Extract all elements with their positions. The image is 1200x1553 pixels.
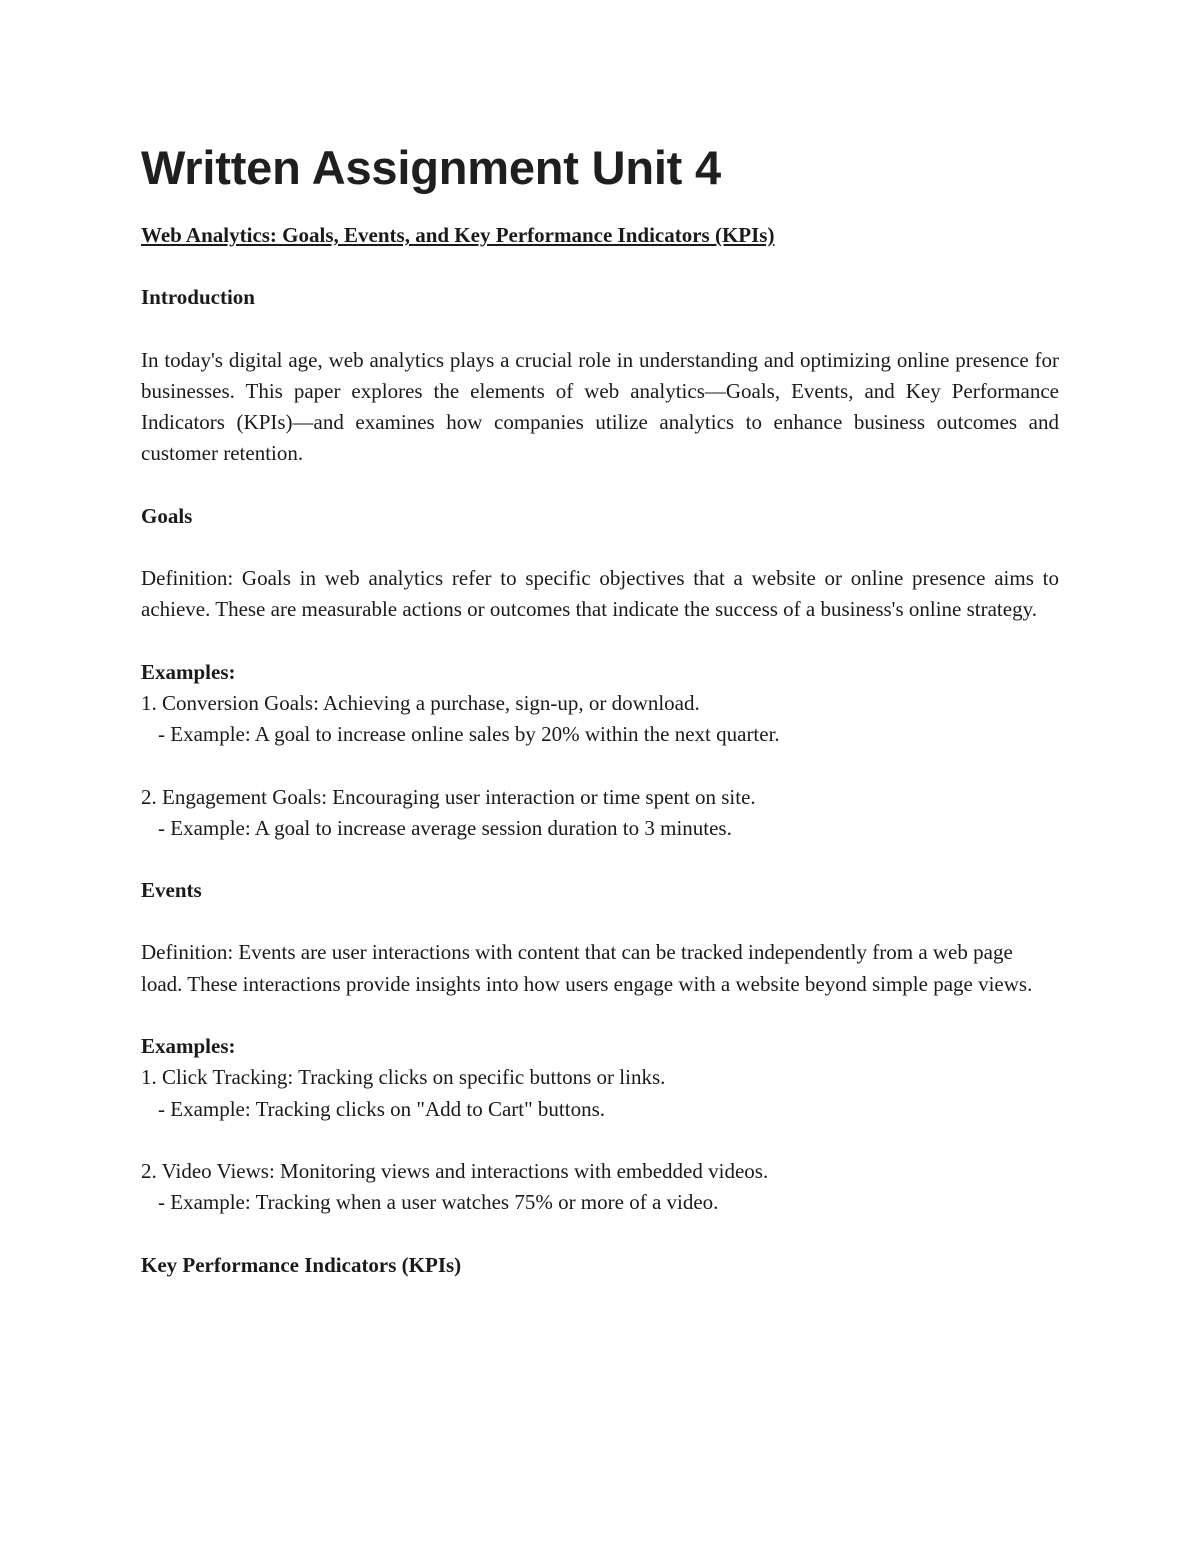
goals-example-item: 2. Engagement Goals: Encouraging user interaction or time spent on site. bbox=[141, 784, 756, 809]
events-example-detail: - Example: Tracking when a user watches 75% or more of a video. bbox=[158, 1190, 719, 1215]
goals-examples-label: Examples: bbox=[141, 659, 236, 684]
events-heading: Events bbox=[141, 878, 202, 903]
goals-heading: Goals bbox=[141, 503, 193, 528]
events-example-item: 2. Video Views: Monitoring views and interactions with embedded videos. bbox=[141, 1158, 769, 1183]
goals-example-item: 1. Conversion Goals: Achieving a purchase, sign-up, or download. bbox=[141, 690, 700, 715]
goals-example-detail: - Example: A goal to increase average session duration to 3 minutes. bbox=[158, 815, 732, 840]
introduction-heading: Introduction bbox=[141, 285, 255, 310]
document-title: Written Assignment Unit 4 bbox=[141, 141, 721, 194]
spacer bbox=[141, 844, 1059, 875]
events-definition: Definition: Events are user interactions with content that can be tracked independently from a web page load. These interactions provide insights into how users engage with a website beyond simple page views. bbox=[141, 940, 1033, 996]
events-examples-label: Examples: bbox=[141, 1034, 236, 1059]
events-example-item: 1. Click Tracking: Tracking clicks on specific buttons or links. bbox=[141, 1065, 666, 1090]
goals-example-detail: - Example: A goal to increase online sales by 20% within the next quarter. bbox=[158, 722, 780, 747]
document-subtitle: Web Analytics: Goals, Events, and Key Performance Indicators (KPIs) bbox=[141, 223, 775, 247]
spacer bbox=[141, 1219, 1059, 1250]
goals-definition: Definition: Goals in web analytics refer to specific objectives that a website or online presence aims to achieve. These are measurable actions or outcomes that indicate the success of a business's online strategy. bbox=[141, 566, 1059, 622]
introduction-paragraph: In today's digital age, web analytics plays a crucial role in understanding and optimizing online presence for businesses. This paper explores the elements of web analytics—Goals, Events, and Key Performance Indicators (KPIs)—and examines how companies utilize analytics to enhance business outcomes and customer retention. bbox=[141, 347, 1059, 466]
events-example-detail: - Example: Tracking clicks on "Add to Cart" buttons. bbox=[158, 1096, 606, 1121]
document-page bbox=[141, 140, 1059, 1312]
kpis-heading: Key Performance Indicators (KPIs) bbox=[141, 1252, 462, 1277]
spacer bbox=[141, 751, 1059, 782]
spacer bbox=[141, 1125, 1059, 1156]
